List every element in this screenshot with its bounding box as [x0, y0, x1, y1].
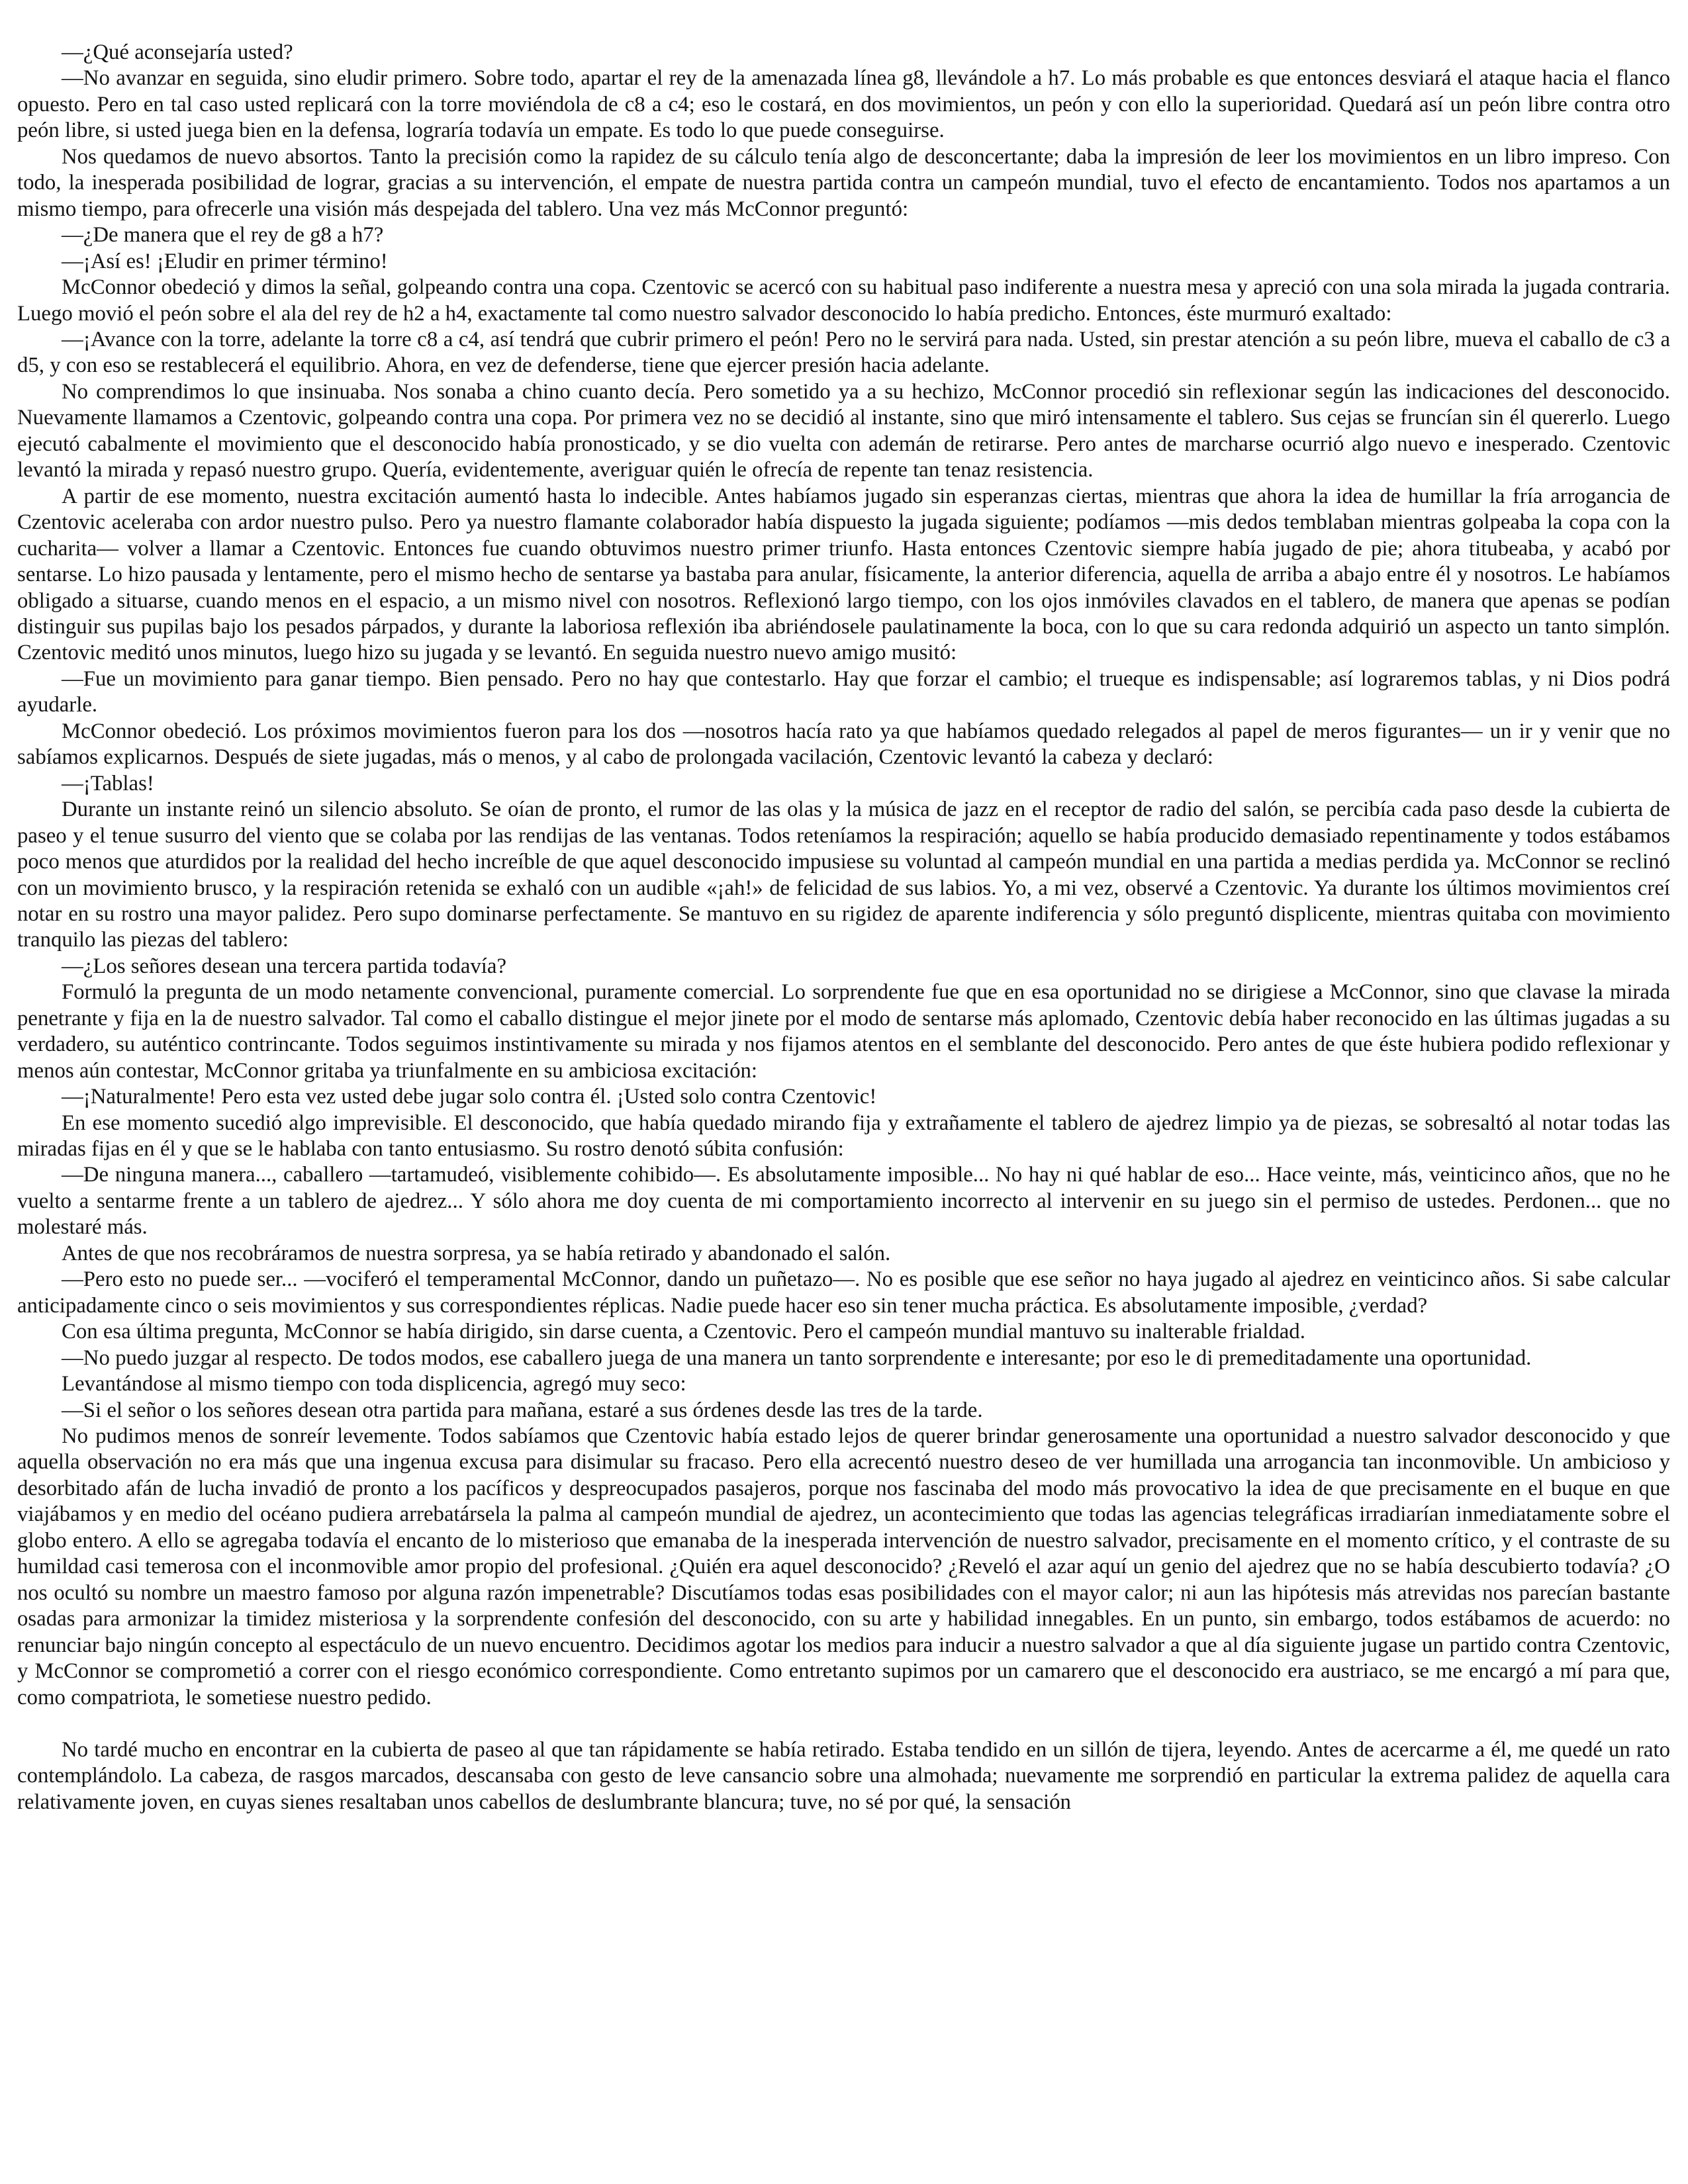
dialogue-line: —¿De manera que el rey de g8 a h7?: [62, 223, 384, 248]
dialogue-line: —Pero esto no puede ser... —vociferó el temperamental McConnor, dando un puñetazo—. No es posible que ese señor no haya jugado al ajedrez en veinticinco años. Si sabe calcular anticipadamente cinco o seis movimientos y sus correspondientes réplicas. Nadie puede hacer eso sin tener mucha práctica. Es absolutamente imposible, ¿verdad?: [17, 1267, 1670, 1318]
document-body: [17, 40, 1670, 1815]
paragraph: Levantándose al mismo tiempo con toda displicencia, agregó muy seco:: [62, 1372, 686, 1396]
paragraph: Durante un instante reinó un silencio absoluto. Se oían de pronto, el rumor de las olas y la música de jazz en el receptor de radio del salón, se percibía cada paso desde la cubierta de paseo y el tenue susurro del viento que se colaba por las rendijas de las ventanas. Todos reteníamos la respiración; aquello se había producido demasiado repentinamente y todos estábamos poco menos que aturdidos por la realidad del hecho increíble de que aquel desconocido impusiese su voluntad al campeón mundial en una partida a medias perdida ya. McConnor se reclinó con un movimiento brusco, y la respiración retenida se exhaló con un audible «¡ah!» de felicidad de sus labios. Yo, a mi vez, observé a Czentovic. Ya durante los últimos movimientos creí notar en su rostro una mayor palidez. Pero supo dominarse perfectamente. Se mantuvo en su rigidez de aparente indiferencia y sólo preguntó displicente, mientras quitaba con movimiento tranquilo las piezas del tablero:: [17, 797, 1670, 952]
dialogue-line: —¡Avance con la torre, adelante la torre c8 a c4, así tendrá que cubrir primero el peón! Pero no le servirá para nada. Usted, sin prestar atención a su peón libre, mueva el caballo de c3 a d5, y con eso se restablecerá el equilibrio. Ahora, en vez de defenderse, tiene que ejercer presión hacia adelante.: [17, 327, 1670, 378]
dialogue-line: —Si el señor o los señores desean otra partida para mañana, estaré a sus órdenes desde las tres de la tarde.: [62, 1398, 983, 1422]
dialogue-line: —De ninguna manera..., caballero —tartamudeó, visiblemente cohibido—. Es absolutamente imposible... No hay ni qué hablar de eso... Hace veinte, más, veinticinco años, que no he vuelto a sentarme frente a un tablero de ajedrez... Y sólo ahora me doy cuenta de mi comportamiento incorrecto al intervenir en su juego sin el permiso de ustedes. Perdonen... que no molestaré más.: [17, 1163, 1670, 1240]
dialogue-line: —¿Qué aconsejaría usted?: [62, 40, 293, 64]
paragraph: Nos quedamos de nuevo absortos. Tanto la precisión como la rapidez de su cálculo tenía algo de desconcertante; daba la impresión de leer los movimientos en un libro impreso. Con todo, la inesperada posibilidad de lograr, gracias a su intervención, el empate de nuestra partida contra un campeón mundial, tuvo el efecto de encantamiento. Todos nos apartamos a un mismo tiempo, para ofrecerle una visión más despejada del tablero. Una vez más McConnor preguntó:: [17, 144, 1670, 221]
dialogue-line: —No avanzar en seguida, sino eludir primero. Sobre todo, apartar el rey de la amenazada línea g8, llevándole a h7. Lo más probable es que entonces desviará el ataque hacia el flanco opuesto. Pero en tal caso usted replicará con la torre moviéndola de c8 a c4; eso le costará, en dos movimientos, un peón y con ello la superioridad. Quedará así un peón libre contra otro peón libre, si usted juega bien en la defensa, lograría todavía un empate. Es todo lo que puede conseguirse.: [17, 66, 1670, 143]
dialogue-line: —Fue un movimiento para ganar tiempo. Bien pensado. Pero no hay que contestarlo. Hay que forzar el cambio; el trueque es indispensable; así lograremos tablas, y ni Dios podrá ayudarle.: [17, 666, 1670, 717]
paragraph: McConnor obedeció. Los próximos movimientos fueron para los dos —nosotros hacía rato ya que habíamos quedado relegados al papel de meros figurantes— un ir y venir que no sabíamos explicarnos. Después de siete jugadas, más o menos, y al cabo de prolongada vacilación, Czentovic levantó la cabeza y declaró:: [17, 719, 1670, 770]
paragraph: No comprendimos lo que insinuaba. Nos sonaba a chino cuanto decía. Pero sometido ya a su hechizo, McConnor procedió sin reflexionar según las indicaciones del desconocido. Nuevamente llamamos a Czentovic, golpeando contra una copa. Por primera vez no se decidió al instante, sino que miró intensamente el tablero. Sus cejas se fruncían sin él quererlo. Luego ejecutó cabalmente el movimiento que el desconocido había pronosticado, y se dio vuelta con ademán de retirarse. Pero antes de marcharse ocurrió algo nuevo e inesperado. Czentovic levantó la mirada y repasó nuestro grupo. Quería, evidentemente, averiguar quién le ofrecía de repente tan tenaz resistencia.: [17, 379, 1670, 482]
paragraph: McConnor obedeció y dimos la señal, golpeando contra una copa. Czentovic se acercó con su habitual paso indiferente a nuestra mesa y apreció con una sola mirada la jugada contraria. Luego movió el peón sobre el ala del rey de h2 a h4, exactamente tal como nuestro salvador desconocido lo había predicho. Entonces, éste murmuró exaltado:: [17, 275, 1670, 326]
paragraph: Con esa última pregunta, McConnor se había dirigido, sin darse cuenta, a Czentovic. Pero el campeón mundial mantuvo su inalterable frialdad.: [62, 1320, 1305, 1344]
paragraph: En ese momento sucedió algo imprevisible. El desconocido, que había quedado mirando fija y extrañamente el tablero de ajedrez limpio ya de piezas, se sobresaltó al notar todas las miradas fijas en él y que se le hablaba con tanto entusiasmo. Su rostro denotó súbita confusión:: [17, 1111, 1670, 1161]
paragraph: No pudimos menos de sonreír levemente. Todos sabíamos que Czentovic había estado lejos de querer brindar generosamente una oportunidad a nuestro salvador desconocido y que aquella observación no era más que una ingenua excusa para disimular su fracaso. Pero ella acrecentó nuestro deseo de ver humillada una arrogancia tan inconmovible. Un ambicioso y desorbitado afán de lucha invadió de pronto a los pacíficos y despreocupados pasajeros, porque nos fascinaba del modo más provocativo la idea de que precisamente en el buque en que viajábamos y en medio del océano pudiera arrebatársela la palma al campeón mundial de ajedrez, un acontecimiento que todas las agencias telegráficas irradiarían inmediatamente sobre el globo entero. A ello se agregaba todavía el encanto de lo misterioso que emanaba de la inesperada intervención de nuestro salvador, precisamente en el momento crítico, y el contraste de su humildad casi temerosa con el inconmovible amor propio del profesional. ¿Quién era aquel desconocido? ¿Reveló el azar aquí un genio del ajedrez que no se había descubierto todavía? ¿O nos ocultó su nombre un maestro famoso por alguna razón impenetrable? Discutíamos todas esas posibilidades con el mayor calor; ni aun las hipótesis más atrevidas nos parecían bastante osadas para armonizar la timidez misteriosa y la sorprendente confesión del desconocido, con su arte y habilidad innegables. En un punto, sin embargo, todos estábamos de acuerdo: no renunciar bajo ningún concepto al espectáculo de un nuevo encuentro. Decidimos agotar los medios para inducir a nuestro salvador a que al día siguiente jugase un partido contra Czentovic, y McConnor se comprometió a correr con el riesgo económico correspondiente. Como entretanto supimos por un camarero que el desconocido era austriaco, se me encargó a mí para que, como compatriota, le sometiese nuestro pedido.: [17, 1424, 1670, 1709]
dialogue-line: —¡Tablas!: [62, 771, 154, 796]
dialogue-line: —¿Los señores desean una tercera partida todavía?: [62, 954, 507, 978]
paragraph: Formuló la pregunta de un modo netamente convencional, puramente comercial. Lo sorprendente fue que en esa oportunidad no se dirigiese a McConnor, sino que clavase la mirada penetrante y fija en la de nuestro salvador. Tal como el caballo distingue el mejor jinete por el modo de sentarse más aplomado, Czentovic debía haber reconocido en las últimas jugadas a su verdadero, su auténtico contrincante. Todos seguimos instintivamente su mirada y nos fijamos atentos en el semblante del desconocido. Pero antes de que éste hubiera podido reflexionar y menos aún contestar, McConnor gritaba ya triunfalmente en su ambiciosa excitación:: [17, 980, 1670, 1083]
paragraph: A partir de ese momento, nuestra excitación aumentó hasta lo indecible. Antes habíamos jugado sin esperanzas ciertas, mientras que ahora la idea de humillar la fría arrogancia de Czentovic aceleraba con ardor nuestro pulso. Pero ya nuestro flamante colaborador había dispuesto la jugada siguiente; podíamos —mis dedos temblaban mientras golpeaba la copa con la cucharita— volver a llamar a Czentovic. Entonces fue cuando obtuvimos nuestro primer triunfo. Hasta entonces Czentovic siempre había jugado de pie; ahora titubeaba, y acabó por sentarse. Lo hizo pausada y lentamente, pero el mismo hecho de sentarse ya bastaba para anular, físicamente, la anterior diferencia, aquella de arriba a abajo entre él y nosotros. Le habíamos obligado a situarse, cuando menos en el espacio, a un mismo nivel con nosotros. Reflexionó largo tiempo, con los ojos inmóviles clavados en el tablero, de manera que apenas se podían distinguir sus pupilas bajo los pesados párpados, y durante la laboriosa reflexión iba abriéndosele paulatinamente la boca, con lo que su cara redonda adquirió un aspecto un tanto simplón. Czentovic meditó unos minutos, luego hizo su jugada y se levantó. En seguida nuestro nuevo amigo musitó:: [17, 484, 1670, 665]
dialogue-line: —¡Así es! ¡Eludir en primer término!: [62, 249, 388, 273]
dialogue-line: —No puedo juzgar al respecto. De todos modos, ese caballero juega de una manera un tanto sorprendente e interesante; por eso le di premeditadamente una oportunidad.: [62, 1345, 1532, 1370]
paragraph: Antes de que nos recobráramos de nuestra sorpresa, ya se había retirado y abandonado el salón.: [62, 1241, 891, 1265]
paragraph: No tardé mucho en encontrar en la cubierta de paseo al que tan rápidamente se había retirado. Estaba tendido en un sillón de tijera, leyendo. Antes de acercarme a él, me quedé un rato contemplándolo. La cabeza, de rasgos marcados, descansaba con gesto de leve cansancio sobre una almohada; nuevamente me sorprendió en particular la extrema palidez de aquella cara relativamente joven, en cuyas sienes resaltaban unos cabellos de deslumbrante blancura; tuve, no sé por qué, la sensación: [17, 1738, 1670, 1814]
dialogue-line: —¡Naturalmente! Pero esta vez usted debe jugar solo contra él. ¡Usted solo contra Czentovic!: [62, 1085, 877, 1109]
